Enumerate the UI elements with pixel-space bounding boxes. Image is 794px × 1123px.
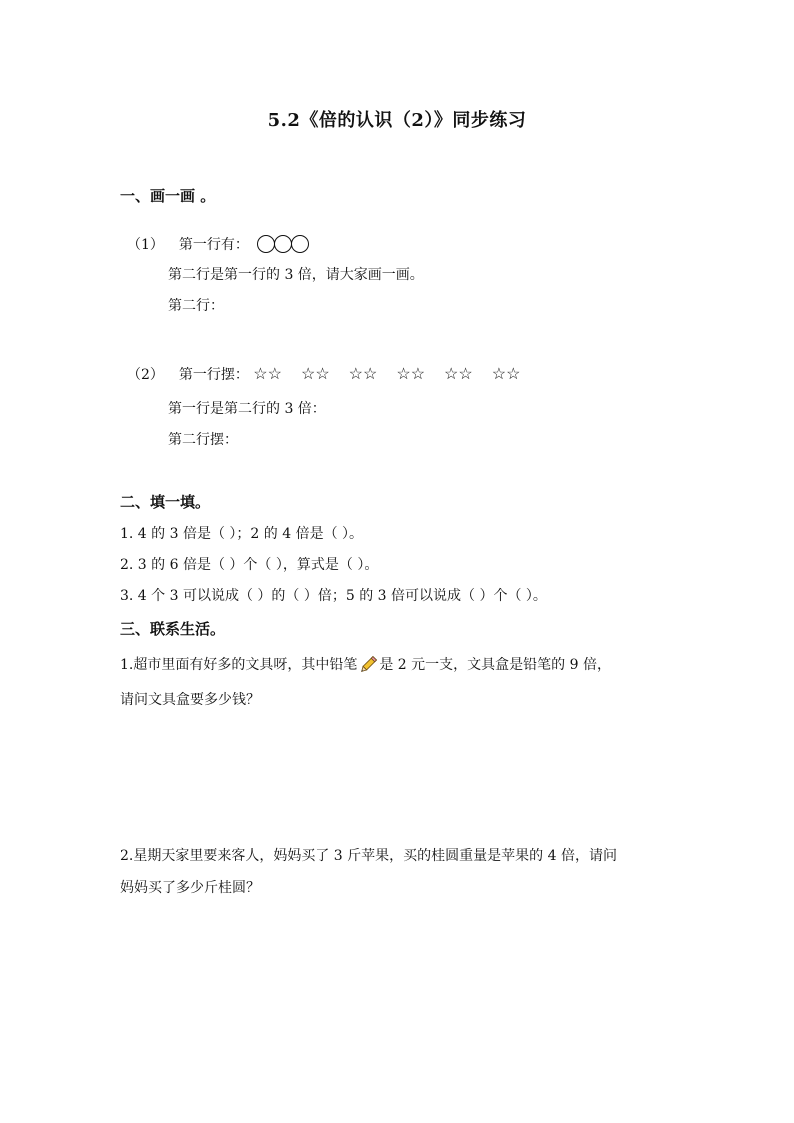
problem-2-line-2: 妈妈买了多少斤桂圆？: [120, 880, 260, 896]
star-group: ☆☆: [348, 364, 378, 383]
section-2-heading: 二、填一填。: [120, 493, 211, 511]
circle-icon: [291, 235, 309, 253]
fill-item-3: 3. 4 个 3 可以说成（ ）的（ ）倍；5 的 3 倍可以说成（ ）个（ ）。: [120, 588, 547, 604]
problem-1-line-2: 请问文具盒要多少钱？: [120, 692, 260, 708]
section-3-heading: 三、联系生活。: [120, 620, 226, 638]
section-1-heading: 一、画一画 。: [120, 187, 216, 205]
q1-instruction: 第二行是第一行的 3 倍，请大家画一画。: [168, 267, 424, 283]
fill-item-1: 1. 4 的 3 倍是（ ）；2 的 4 倍是（ ）。: [120, 526, 364, 542]
star-group: ☆☆: [396, 364, 426, 383]
problem-1-line-1: [120, 655, 611, 675]
problem-2-line-1: 2.星期天家里要来客人，妈妈买了 3 斤苹果，买的桂圆重量是苹果的 4 倍，请问: [120, 848, 617, 864]
q1-first-row-label: 第一行有：: [178, 237, 249, 253]
pencil-icon: [358, 655, 378, 675]
page-title: 5.2《倍的认识（2）》同步练习: [267, 110, 527, 131]
q2-number: （2）: [127, 367, 164, 383]
q2-instruction: 第一行是第二行的 3 倍：: [168, 401, 326, 417]
star-group: ☆☆: [444, 364, 473, 383]
q2-stars: [253, 364, 539, 383]
problem-1-text-after: 是 2 元一支，文具盒是铅笔的 9 倍，: [379, 657, 611, 673]
star-group: ☆☆: [491, 364, 521, 383]
circle-icon: [274, 235, 292, 253]
fill-item-2: 2. 3 的 6 倍是（ ）个（ ），算式是（ ）。: [120, 557, 379, 573]
q1-number: （1）: [127, 237, 164, 253]
q2-first-row: [127, 364, 539, 385]
q2-second-row-label: 第二行摆：: [168, 432, 238, 448]
circle-icon: [257, 235, 275, 253]
q1-first-row: [127, 234, 308, 256]
problem-1-text-before: 1.超市里面有好多的文具呀，其中铅笔: [120, 657, 358, 673]
q2-first-row-label: 第一行摆：: [178, 367, 249, 383]
star-group: ☆☆: [300, 364, 330, 383]
q1-circles: [257, 234, 308, 256]
q1-second-row-label: 第二行：: [168, 298, 224, 314]
star-group: ☆☆: [253, 364, 282, 383]
